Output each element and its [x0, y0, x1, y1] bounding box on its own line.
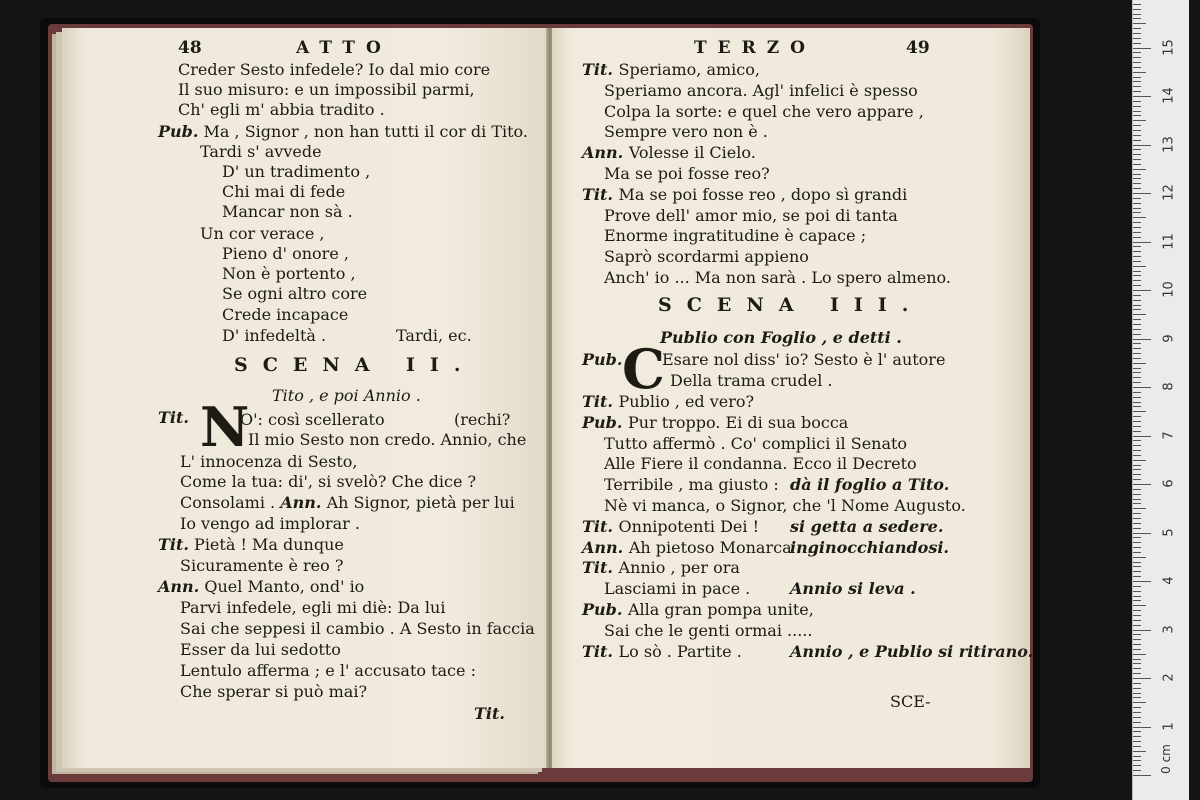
aria-line: Se ogni altro core: [222, 284, 368, 303]
ruler-tick: [1133, 746, 1141, 747]
speech-line: [604, 102, 924, 122]
ruler-tick: [1133, 212, 1141, 213]
ruler-tick: [1133, 775, 1151, 776]
scene-cast: Tito , e poi Annio .: [272, 386, 421, 405]
ruler-tick: [1133, 242, 1151, 243]
scene-heading: SCENA II.: [234, 354, 476, 376]
ruler-tick: [1133, 222, 1141, 223]
speaker-label: Pub.: [158, 122, 199, 141]
speaker-label: Ann.: [582, 537, 629, 557]
verse-line: Sicuramente è reo ?: [180, 556, 344, 575]
speaker-label: Tit.: [582, 392, 619, 411]
stage-direction: Annio si leva .: [790, 579, 916, 599]
ruler-tick: [1133, 159, 1141, 160]
measuring-ruler: [1132, 0, 1189, 800]
speech-line: [582, 185, 907, 205]
ruler-tick: [1133, 271, 1141, 272]
ruler-tick: [1133, 605, 1146, 606]
ruler-tick: [1133, 149, 1141, 150]
speech-text: Ah pietoso Monarca ....: [628, 537, 818, 557]
speech-text: Colpa la sorte: e quel che vero appare ,: [604, 101, 924, 121]
ruler-tick: [1133, 208, 1141, 209]
ruler-tick: [1133, 494, 1141, 495]
speech-text: Saprò scordarmi appieno: [604, 247, 809, 267]
ruler-tick: [1133, 469, 1141, 470]
speech-line: [604, 122, 768, 142]
speech-text: Pietà ! Ma dunque: [194, 535, 344, 554]
ruler-label: 11: [1161, 232, 1177, 250]
speech-text: Speriamo, amico,: [618, 60, 760, 79]
ruler-tick: [1133, 426, 1141, 427]
ruler-tick: [1133, 130, 1141, 131]
aria-line: D' un tradimento ,: [222, 162, 371, 181]
speech-text: Lasciami in pace .: [604, 579, 751, 599]
ruler-label: 12: [1161, 184, 1177, 201]
ruler-tick: [1133, 115, 1141, 116]
ruler-tick: [1133, 537, 1141, 538]
verse-line: Parvi infedele, egli mi diè: Da lui: [180, 598, 446, 617]
ruler-tick: [1133, 23, 1146, 24]
ruler-tick: [1133, 62, 1141, 63]
ruler-tick: [1133, 770, 1141, 771]
speech-text: Terribile , ma giusto :: [604, 475, 779, 495]
ruler-label: 13: [1161, 135, 1177, 153]
ruler-tick: [1133, 174, 1141, 175]
ruler-tick: [1133, 309, 1141, 310]
ruler-tick: [1133, 295, 1141, 296]
catchword: SCE-: [890, 692, 931, 711]
speech-line: [604, 206, 898, 226]
ruler-tick: [1133, 659, 1141, 660]
speech-line: [604, 247, 809, 267]
ruler-tick: [1133, 77, 1141, 78]
ruler-tick: [1133, 275, 1141, 276]
ruler-tick: [1133, 600, 1141, 601]
ruler-tick: [1133, 484, 1151, 485]
ruler-tick: [1133, 596, 1141, 597]
verse-line: Esare nol diss' io? Sesto è l' autore: [662, 350, 946, 369]
ruler-tick: [1133, 634, 1141, 635]
ruler-tick: [1133, 86, 1141, 87]
speech-line: [604, 579, 750, 599]
ruler-tick: [1133, 547, 1141, 548]
aria-line: Non è portento ,: [222, 264, 356, 283]
verse-line: Che sperar si può mai?: [180, 682, 368, 701]
ruler-tick: [1133, 339, 1151, 340]
ruler-tick: [1133, 67, 1141, 68]
aria-line: Chi mai di fede: [222, 182, 346, 201]
ruler-tick: [1133, 193, 1151, 194]
ruler-tick: [1133, 358, 1141, 359]
ruler-tick: [1133, 557, 1146, 558]
speech-line: [582, 143, 756, 163]
ruler-tick: [1133, 499, 1141, 500]
speech-text: Annio , per ora: [618, 558, 740, 578]
page-number-right: 49: [906, 38, 930, 58]
speech-text: Sai che le genti ormai .....: [604, 620, 813, 640]
ruler-label: 15: [1161, 38, 1177, 56]
ruler-tick: [1133, 38, 1141, 39]
speaker-label: Tit.: [582, 516, 619, 536]
speech-line: [604, 226, 866, 246]
speech-text: Publio , ed vero?: [618, 392, 755, 411]
stage-direction: inginocchiandosi.: [790, 537, 949, 557]
ruler-tick: [1133, 518, 1141, 519]
ruler-tick: [1133, 251, 1141, 252]
ruler-tick: [1133, 678, 1151, 679]
speaker-label: Tit.: [158, 408, 189, 427]
ruler-tick: [1133, 712, 1141, 713]
ruler-tick: [1133, 639, 1141, 640]
ruler-tick: [1133, 4, 1141, 5]
stage-direction: dà il foglio a Tito.: [790, 475, 950, 495]
stage-direction: si getta a sedere.: [790, 516, 944, 536]
speech-text: Alle Fiere il condanna. Ecco il Decreto: [604, 454, 917, 474]
ruler-tick: [1133, 489, 1141, 490]
ruler-tick: [1133, 731, 1141, 732]
ruler-label: 10: [1161, 281, 1177, 298]
ruler-tick: [1133, 188, 1141, 189]
speaker-label: Tit.: [158, 535, 189, 554]
ruler-tick: [1133, 18, 1141, 19]
ruler-tick: [1133, 741, 1141, 742]
ruler-tick: [1133, 625, 1141, 626]
ruler-tick: [1133, 552, 1141, 553]
ruler-tick: [1133, 305, 1141, 306]
verse-line: O': così scellerato: [240, 410, 385, 429]
ruler-tick: [1133, 348, 1141, 349]
ruler-tick: [1133, 503, 1141, 504]
ruler-tick: [1133, 72, 1146, 73]
ruler-tick: [1133, 542, 1141, 543]
ruler-tick: [1133, 101, 1141, 102]
ruler-tick: [1133, 765, 1141, 766]
speech-line: [604, 454, 917, 474]
speech-line: [158, 577, 364, 597]
speech-line: [582, 642, 742, 662]
ruler-tick: [1133, 576, 1141, 577]
ruler-label: 9: [1161, 333, 1177, 343]
ruler-tick: [1133, 586, 1141, 587]
ruler-tick: [1133, 334, 1141, 335]
page-number-left: 48: [178, 38, 202, 58]
speech-line: [582, 413, 848, 433]
ruler-label: 6: [1161, 479, 1177, 488]
verse-line: Sai che seppesi il cambio . A Sesto in faccia: [180, 619, 535, 638]
right-page: [552, 28, 1034, 768]
ruler-tick: [1133, 140, 1141, 141]
ruler-label: 14: [1161, 87, 1177, 104]
ruler-tick: [1133, 688, 1141, 689]
verse-line: Come la tua: di', si svelò? Che dice ?: [180, 472, 477, 491]
ruler-label: 4: [1161, 576, 1177, 585]
ruler-label: 1: [1161, 721, 1177, 731]
speech-line: [582, 600, 814, 620]
ruler-tick: [1133, 528, 1141, 529]
ruler-tick: [1133, 736, 1141, 737]
ruler-tick: [1133, 610, 1141, 611]
verse-line: Lentulo afferma ; e l' accusato tace :: [180, 661, 476, 680]
speech-line: [582, 538, 817, 558]
running-head-left: ATTO: [296, 38, 392, 58]
ruler-tick: [1133, 372, 1141, 373]
speaker-label: Ann.: [280, 493, 322, 512]
speech-line: [582, 558, 740, 578]
speech-text: Quel Manto, ond' io: [204, 577, 365, 596]
aria-line: Tardi s' avvede: [200, 142, 322, 161]
ruler-tick: [1133, 707, 1141, 708]
ruler-tick: [1133, 474, 1141, 475]
stage-direction: Annio , e Publio si ritirano.: [790, 641, 1034, 661]
ruler-tick: [1133, 436, 1151, 437]
ruler-tick: [1133, 246, 1141, 247]
ruler-tick: [1133, 465, 1141, 466]
ruler-label: 3: [1161, 624, 1177, 634]
ruler-tick: [1133, 28, 1141, 29]
ruler-tick: [1133, 760, 1141, 761]
speech-text: Volesse il Cielo.: [628, 143, 756, 163]
ruler-tick: [1133, 416, 1141, 417]
ruler-tick: [1133, 683, 1141, 684]
ruler-tick: [1133, 513, 1141, 514]
ruler-tick: [1133, 460, 1146, 461]
ruler-tick: [1133, 314, 1146, 315]
ruler-tick: [1133, 81, 1141, 82]
ruler-tick: [1133, 702, 1146, 703]
ruler-tick: [1133, 382, 1141, 383]
ruler-tick: [1133, 615, 1141, 616]
verse-line: L' innocenza di Sesto,: [180, 452, 358, 471]
speaker-label: Pub.: [582, 350, 623, 369]
ruler-tick: [1133, 106, 1141, 107]
speech-line: [582, 392, 754, 412]
ruler-tick: [1133, 431, 1141, 432]
ruler-tick: [1133, 135, 1141, 136]
ruler-tick: [1133, 377, 1141, 378]
speech-text: Nè vi manca, o Signor, che 'l Nome Augusto.: [604, 496, 966, 515]
verse-line: Esser da lui sedotto: [180, 640, 341, 659]
ruler-tick: [1133, 178, 1141, 179]
ruler-tick: [1133, 266, 1146, 267]
ruler-tick: [1133, 261, 1141, 262]
speech-line: [604, 81, 918, 101]
ruler-tick: [1133, 649, 1141, 650]
ruler-tick: [1133, 14, 1141, 15]
verse-line-end: (rechi?: [454, 410, 511, 429]
ruler-tick: [1133, 164, 1141, 165]
speaker-label: Ann.: [582, 143, 629, 163]
ruler-tick: [1133, 508, 1146, 509]
speech-line: [604, 268, 951, 288]
ruler-tick: [1133, 125, 1141, 126]
ruler-tick: [1133, 406, 1141, 407]
ruler-tick: [1133, 183, 1141, 184]
ruler-tick: [1133, 169, 1146, 170]
ruler-label: 0 cm: [1158, 744, 1173, 774]
speaker-label: Ann.: [158, 577, 200, 596]
ruler-tick: [1133, 673, 1141, 674]
speech-text: Anch' io ... Ma non sarà . Lo spero almeno.: [604, 268, 951, 287]
speech-line: [604, 621, 812, 641]
ruler-tick: [1133, 57, 1141, 58]
ruler-tick: [1133, 353, 1141, 354]
ruler-tick: [1133, 620, 1141, 621]
ruler-tick: [1133, 387, 1151, 388]
ruler-tick: [1133, 203, 1141, 204]
ruler-tick: [1133, 717, 1141, 718]
ruler-tick: [1133, 751, 1146, 752]
speech-text: Lo sò . Partite .: [618, 641, 742, 661]
speech-text: Ah Signor, pietà per lui: [326, 493, 515, 512]
ruler-label: 8: [1161, 382, 1177, 391]
ruler-tick: [1133, 145, 1151, 146]
ruler-tick: [1133, 154, 1141, 155]
ruler-tick: [1133, 290, 1151, 291]
ruler-tick: [1133, 392, 1141, 393]
speech-text: Prove dell' amor mio, se poi di tanta: [604, 205, 898, 225]
ruler-label: 5: [1161, 527, 1177, 537]
ruler-tick: [1133, 663, 1141, 664]
speech-line: [604, 164, 770, 184]
verse-line: Ch' egli m' abbia tradito .: [178, 100, 385, 119]
ruler-tick: [1133, 668, 1141, 669]
ruler-tick: [1133, 397, 1141, 398]
ruler-tick: [1133, 120, 1146, 121]
left-page: [62, 28, 548, 768]
speech-text: Speriamo ancora. Agl' infelici è spesso: [604, 80, 918, 100]
aria-line: D' infedeltà .: [222, 326, 327, 345]
speech-text: Ma se poi fosse reo , dopo sì grandi: [618, 184, 908, 204]
ruler-tick: [1133, 9, 1141, 10]
speech-text: Alla gran pompa unite,: [628, 600, 814, 619]
ruler-tick: [1133, 571, 1141, 572]
verse-line: Io vengo ad implorar .: [180, 514, 360, 533]
speech-line: [604, 496, 966, 516]
speech-text: Onnipotenti Dei !: [618, 516, 759, 536]
ruler-tick: [1133, 256, 1141, 257]
ruler-tick: [1133, 232, 1141, 233]
ruler-tick: [1133, 111, 1141, 112]
speech-text: Ma , Signor , non han tutti il cor di Tito.: [203, 122, 528, 141]
aria-line: Crede incapace: [222, 305, 349, 324]
ruler-tick: [1133, 343, 1141, 344]
verse-text: Consolami .: [180, 493, 276, 512]
catchword: Tit.: [474, 704, 505, 723]
verse-line: Creder Sesto infedele? Io dal mio core: [178, 60, 491, 79]
ruler-tick: [1133, 697, 1141, 698]
speaker-label: Pub.: [582, 600, 628, 619]
aria-line: Pieno d' onore ,: [222, 244, 349, 263]
ruler-tick: [1133, 368, 1141, 369]
running-head-right: TERZO: [694, 38, 816, 58]
ruler-tick: [1133, 450, 1141, 451]
ruler-tick: [1133, 280, 1141, 281]
ruler-tick: [1133, 91, 1141, 92]
ruler-tick: [1133, 198, 1141, 199]
ruler-tick: [1133, 523, 1141, 524]
ruler-tick: [1133, 654, 1146, 655]
ruler-tick: [1133, 363, 1146, 364]
ruler-tick: [1133, 421, 1141, 422]
speaker-label: Tit.: [582, 641, 619, 661]
speech-line: [582, 60, 760, 80]
ruler-tick: [1133, 43, 1141, 44]
speech-text: Ma se poi fosse reo?: [604, 164, 770, 183]
ruler-tick: [1133, 533, 1151, 534]
ruler-tick: [1133, 693, 1141, 694]
aria-repeat: Tardi, ec.: [396, 326, 472, 345]
speech-line: [604, 475, 779, 495]
speaker-label: Tit.: [582, 184, 619, 204]
ruler-tick: [1133, 237, 1141, 238]
ruler-tick: [1133, 644, 1141, 645]
ruler-tick: [1133, 324, 1141, 325]
speech-text: Enorme ingratitudine è capace ;: [604, 226, 867, 246]
aria-line: Un cor verace ,: [200, 224, 325, 243]
ruler-tick: [1133, 455, 1141, 456]
aria-line: Mancar non sà .: [222, 202, 353, 221]
ruler-label: 7: [1161, 430, 1177, 440]
ruler-tick: [1133, 52, 1141, 53]
ruler-tick: [1133, 300, 1141, 301]
verse-line: Della trama crudel .: [670, 371, 833, 390]
ruler-tick: [1133, 319, 1141, 320]
ruler-tick: [1133, 402, 1141, 403]
ruler-tick: [1133, 445, 1141, 446]
scene-cast: Publio con Foglio , e detti .: [660, 328, 902, 347]
verse-line: Il suo misuro: e un impossibil parmi,: [178, 80, 475, 99]
ruler-label: 2: [1161, 673, 1177, 682]
speech-text: Tutto affermò . Co' complici il Senato: [604, 433, 908, 453]
ruler-tick: [1133, 562, 1141, 563]
ruler-tick: [1133, 756, 1141, 757]
drop-cap: N: [200, 395, 250, 459]
speaker-label: Tit.: [582, 558, 619, 578]
speech-text: Sempre vero non è .: [604, 122, 768, 142]
ruler-tick: [1133, 591, 1141, 592]
ruler-tick: [1133, 96, 1151, 97]
ruler-tick: [1133, 227, 1141, 228]
ruler-tick: [1133, 581, 1151, 582]
ruler-tick: [1133, 217, 1146, 218]
ruler-tick: [1133, 285, 1141, 286]
ruler-tick: [1133, 727, 1151, 728]
speech-line: [604, 434, 907, 454]
speaker-label: Pub.: [582, 412, 628, 432]
verse-line: Il mio Sesto non credo. Annio, che: [248, 430, 527, 449]
speech-text: Pur troppo. Ei di sua bocca: [628, 412, 849, 432]
ruler-tick: [1133, 33, 1141, 34]
speaker-label: Tit.: [582, 60, 619, 79]
speech-line: [180, 493, 515, 513]
ruler-tick: [1133, 440, 1141, 441]
ruler-tick: [1133, 566, 1141, 567]
speech-line: [582, 517, 759, 537]
speech-line: [158, 122, 528, 142]
ruler-tick: [1133, 411, 1146, 412]
ruler-tick: [1133, 630, 1151, 631]
ruler-tick: [1133, 479, 1141, 480]
scene-heading: SCENA III.: [658, 294, 924, 316]
ruler-tick: [1133, 48, 1151, 49]
drop-cap: C: [622, 337, 665, 401]
ruler-tick: [1133, 722, 1141, 723]
speech-line: [158, 535, 344, 555]
ruler-tick: [1133, 329, 1141, 330]
